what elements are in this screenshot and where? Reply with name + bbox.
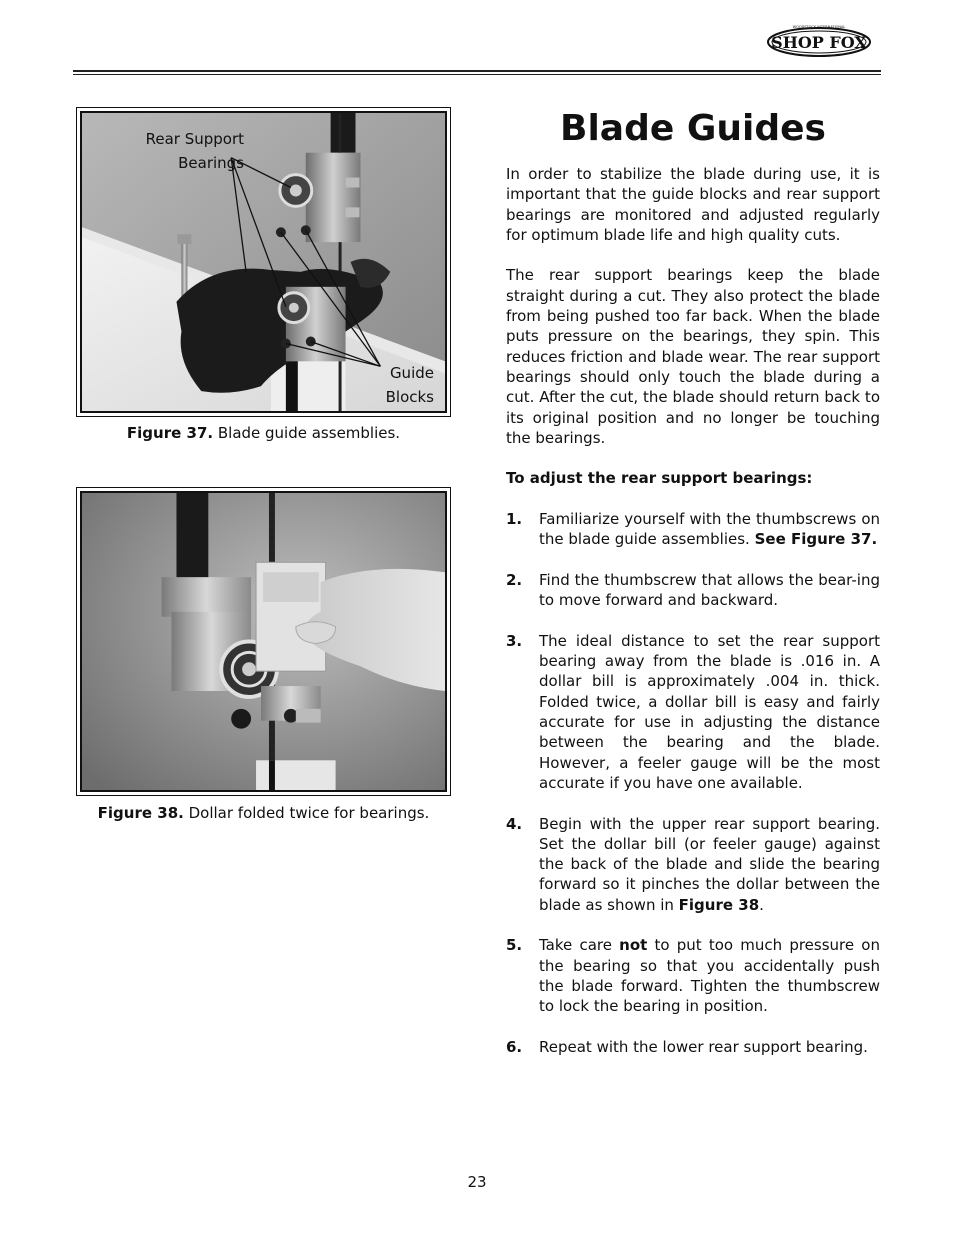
section-title: Blade Guides <box>560 108 826 149</box>
step-text: The ideal distance to set the rear support bearing away from the blade is .016 in. A dollar bill is approximately .004 in. thick. Folded twice, a dollar bill is easy and fairly accurate for use in adjusting the distance between the bearing and the blade. However, a feeler gauge will be the most accurate if you have one available. <box>539 631 880 792</box>
figure-38-caption-bold: Figure 38. <box>97 804 184 822</box>
label-rear-support-bearings <box>134 127 244 175</box>
bearings-paragraph: The rear support bearings keep the blade straight during a cut. They also protect the blade from being pushed too far back. When the blade puts pressure on the bearings, they spin. This reduces friction and blade wear. The rear support bearings should only touch the blade during a cut. After the cut, the blade should return back to its original position and no longer be touching the bearings. <box>506 266 880 447</box>
step-number: 2. <box>506 570 523 589</box>
step-item <box>506 814 880 915</box>
figure-37-caption-bold: Figure 37. <box>126 424 214 442</box>
step-item <box>506 1037 880 1057</box>
step-text: Find the thumbscrew that allows the bear-ing to move forward and backward. <box>539 570 880 610</box>
label-rear-support-line1: Rear Support <box>145 130 244 148</box>
figure-38-caption <box>76 804 451 822</box>
procedure-heading: To adjust the rear support bearings: <box>506 469 813 488</box>
header-rule <box>73 70 881 75</box>
step-number: 4. <box>506 814 523 833</box>
page-number: 23 <box>467 1173 487 1191</box>
step-text: Familiarize yourself with the thumbscrews on the blade guide assemblies. See Figure 37. <box>539 510 880 549</box>
logo-small-text: WOODSTOCK INTERNATIONAL <box>792 25 846 29</box>
figure-38-caption-text: Dollar folded twice for bearings. <box>183 804 430 822</box>
step-item <box>506 570 880 611</box>
step-number: 6. <box>506 1037 523 1056</box>
figure-37 <box>76 107 451 417</box>
step-number: 5. <box>506 936 523 955</box>
section-body <box>506 164 880 1077</box>
shop-fox-logo <box>766 22 872 60</box>
step-item <box>506 631 880 793</box>
figure-38-photo <box>80 491 447 792</box>
label-guide-blocks <box>372 361 434 409</box>
procedure-steps <box>506 509 880 1057</box>
figure-37-photo <box>80 111 447 413</box>
label-guide-line2: Blocks <box>385 388 434 406</box>
figure-38 <box>76 487 451 796</box>
step-text: Repeat with the lower rear support bearing. <box>539 1037 868 1056</box>
label-guide-line1: Guide <box>389 364 434 382</box>
step-text: Begin with the upper rear support bearing. Set the dollar bill (or feeler gauge) against the back of the blade and slide the bearing forward so it pinches the dollar between the blade as shown in Figure 38. <box>539 814 880 914</box>
step-text: Take care not to put too much pressure on the bearing so that you accidentally push the blade forward. Tighten the thumbscrew to lock the bearing in position. <box>539 936 880 1016</box>
step-number: 1. <box>506 510 523 529</box>
label-rear-support-line2: Bearings <box>178 154 244 172</box>
intro-paragraph: In order to stabilize the blade during use, it is important that the guide blocks and rear support bearings are monitored and adjusted regularly for optimum blade life and high quality cuts. <box>506 165 880 244</box>
step-item <box>506 935 880 1016</box>
step-number: 3. <box>506 631 523 650</box>
figure-37-caption-text: Blade guide assemblies. <box>213 424 401 442</box>
step-item <box>506 509 880 550</box>
figure-37-caption <box>76 424 451 442</box>
dollar-bearing-illustration <box>82 493 445 790</box>
logo-text: SHOP FOX <box>771 33 867 52</box>
